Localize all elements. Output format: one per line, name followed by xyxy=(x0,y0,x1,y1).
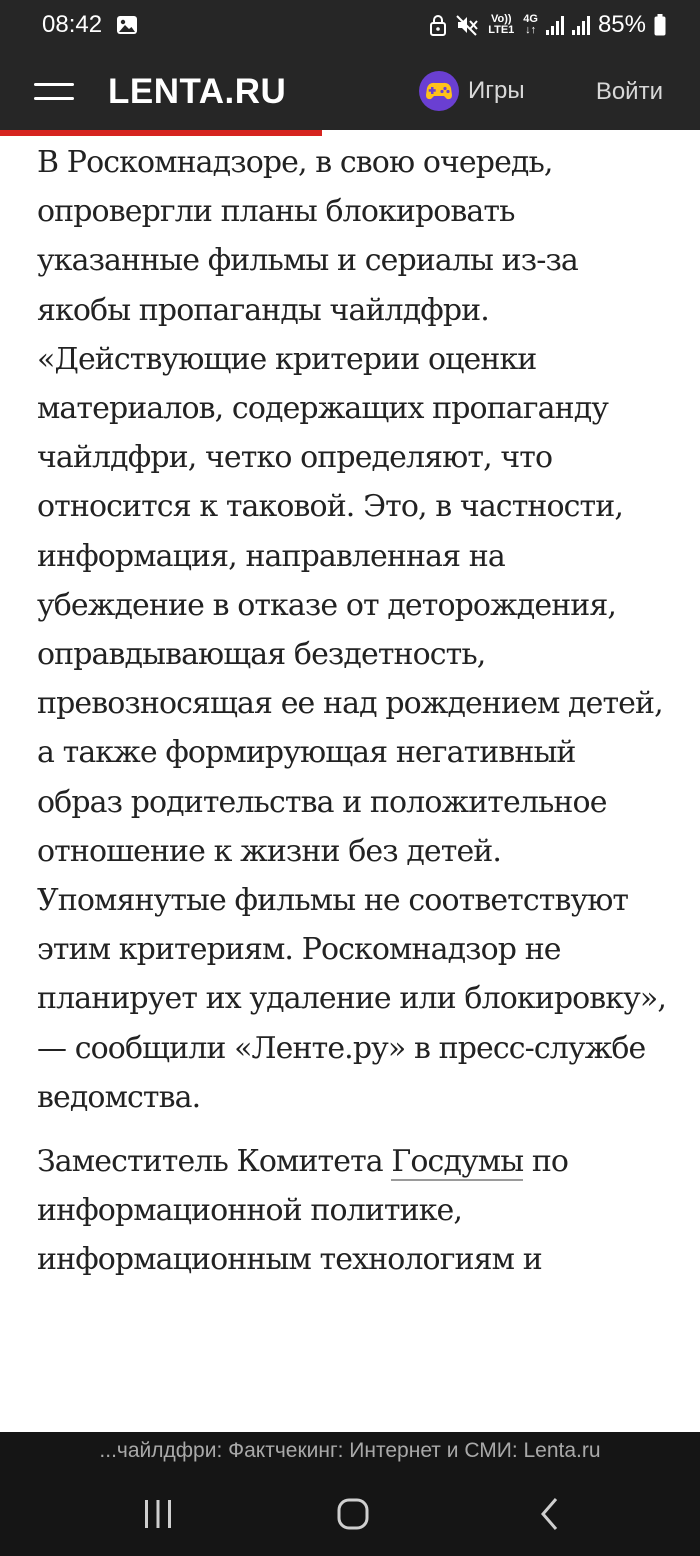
status-bar xyxy=(0,0,700,50)
volte-icon: Vo)) LTE1 xyxy=(488,13,515,36)
battery-icon xyxy=(654,14,666,36)
games-link[interactable] xyxy=(418,70,525,112)
back-icon[interactable] xyxy=(530,1494,570,1534)
recent-apps-icon[interactable] xyxy=(138,1494,178,1534)
system-nav-bar xyxy=(0,1472,700,1556)
mute-icon xyxy=(455,14,479,36)
games-label: Игры xyxy=(468,77,525,104)
article-paragraph: Заместитель Комитета Госдумы по информационной политике, информационным технологиям и xyxy=(37,1144,569,1278)
gosduma-link[interactable]: Госдумы xyxy=(391,1144,524,1180)
browser-page-title[interactable]: ...чайлдфри: Фактчекинг: Интернет и СМИ: Lenta.ru xyxy=(0,1432,700,1472)
network-4g-icon: 4G ↓↑ xyxy=(523,13,538,36)
signal-icon xyxy=(572,15,590,35)
reading-progress-bar xyxy=(0,130,700,136)
login-button[interactable]: Войти xyxy=(595,78,663,105)
gallery-icon xyxy=(116,15,138,35)
hamburger-menu-icon[interactable] xyxy=(34,81,76,101)
reading-progress-fill xyxy=(0,130,322,136)
site-logo[interactable]: LENTA.RU xyxy=(108,72,287,111)
article-paragraph: В Роскомнадзоре, в свою очередь, опровергли планы блокировать указанные фильмы и сериалы из-за якобы пропаганды чайлдфри. «Действующие критерии оценки материалов, содержащих пропаганду чайлдфри, четко определяют, что относится к таковой. Это, в частности, информация, направленная на убеждение в отказе от деторождения, оправдывающая бездетность, превозносящая ее над рождением детей, а также формирующая негативный образ родительства и положительное отношение к жизни без детей. Упомянутые фильмы не соответствуют этим критериям. Роскомнадзор не планирует их удаление или блокировку», — сообщили «Ленте.ру» в пресс-службе ведомства. xyxy=(37,145,666,1115)
article-body xyxy=(37,138,667,1432)
signal-icon xyxy=(546,15,564,35)
gamepad-icon xyxy=(418,70,460,112)
site-header xyxy=(0,50,700,130)
battery-percent: 85% xyxy=(597,11,646,38)
home-icon[interactable] xyxy=(333,1494,373,1534)
lock-icon xyxy=(429,14,447,36)
status-time: 08:42 xyxy=(42,11,103,38)
